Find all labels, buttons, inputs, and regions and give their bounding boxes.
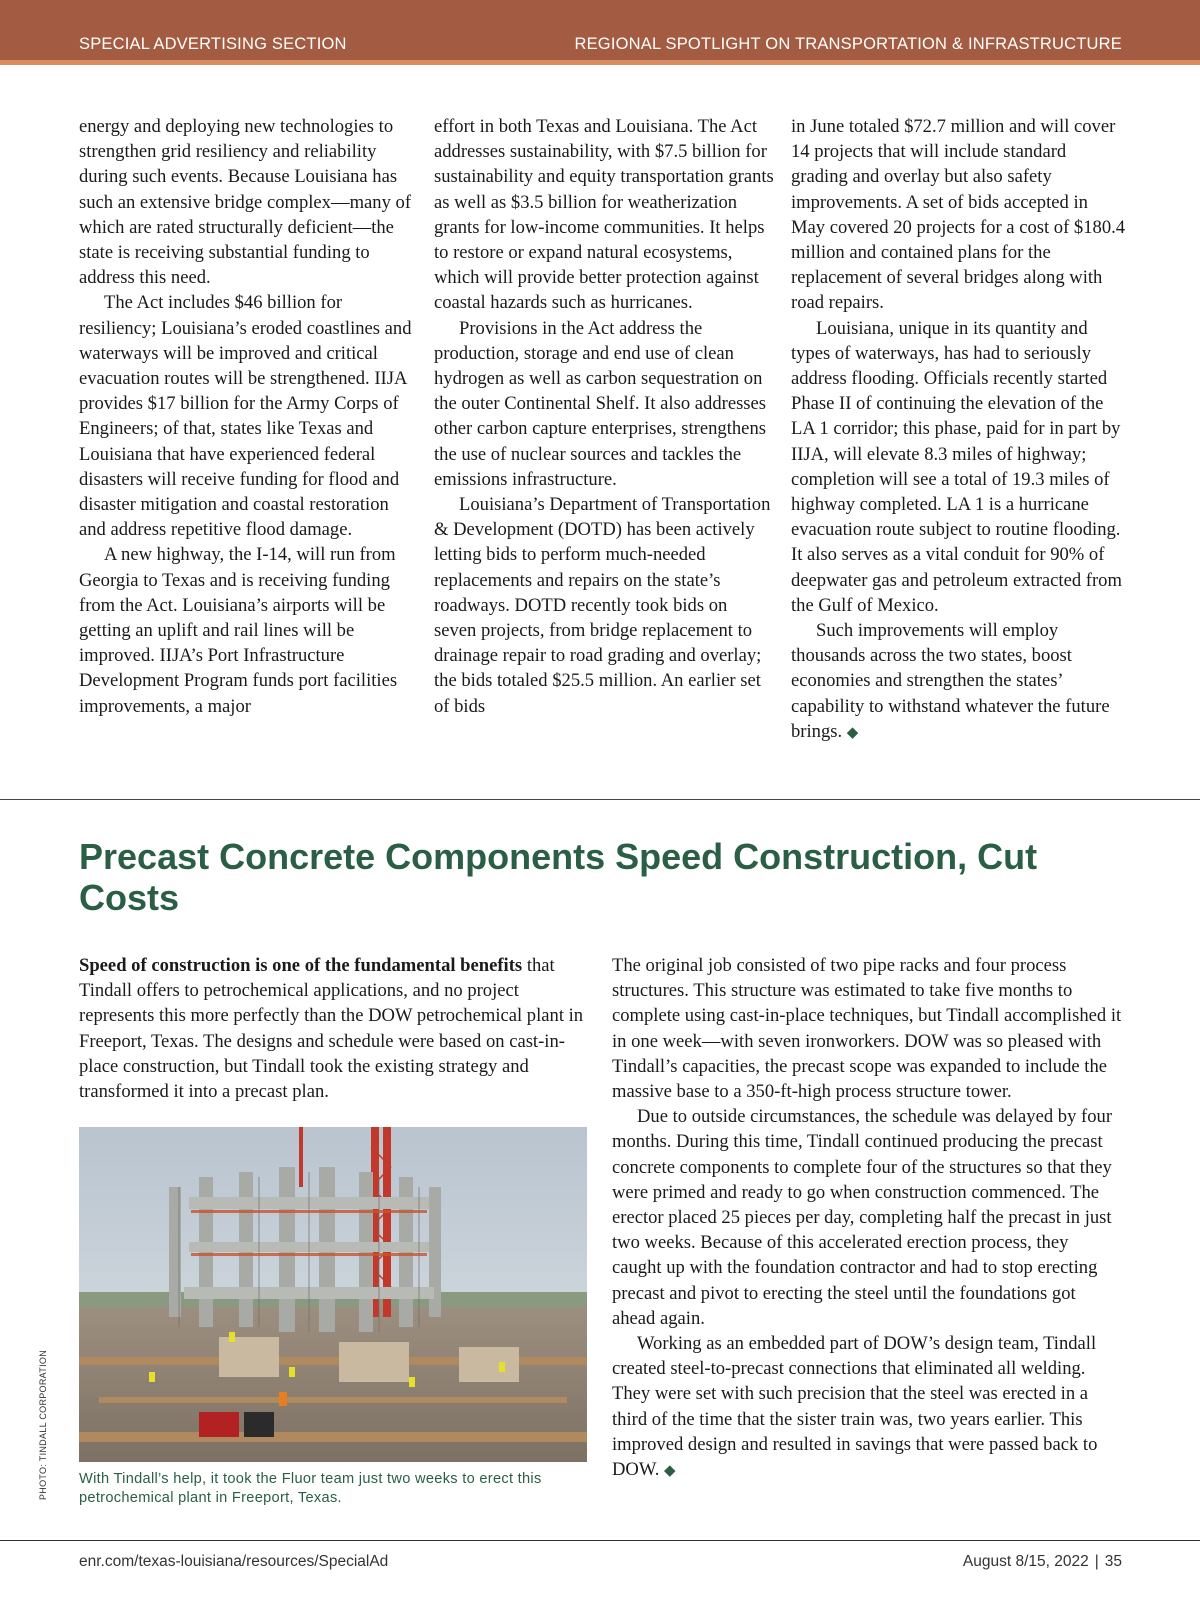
paragraph: Louisiana’s Department of Transportation & Development (DOTD) has been actively letting bids to perform much-needed replacements and repairs on the state’s roadways. DOTD recently took bids on seven projects, from bridge replacement to drainage repair to road grading and overlay; the bids totaled $25.5 million. An earlier set of bids <box>434 494 771 717</box>
photo-caption: With Tindall’s help, it took the Fluor team just two weeks to erect this petrochemical plant in Freeport, Texas. <box>79 1471 542 1506</box>
footer-separator: | <box>1094 1553 1099 1570</box>
section-label: SPECIAL ADVERTISING SECTION <box>79 35 347 53</box>
paragraph: energy and deploying new technologies to strengthen grid resiliency and reliability during such events. Because Louisiana has such an extensive bridge complex—many of which are rated structurally deficient—the state is receiving substantial funding to address this need. <box>79 116 412 289</box>
end-mark-icon: ◆ <box>664 1463 676 1480</box>
feature-column-right <box>612 953 1122 1484</box>
page-number: 35 <box>1104 1553 1122 1570</box>
construction-photo <box>79 1127 587 1462</box>
photo-credit: PHOTO: TINDALL CORPORATION <box>38 1350 48 1500</box>
paragraph: Louisiana, unique in its quantity and types of waterways, has had to seriously address flooding. Officials recently started Phase II of continuing the elevation of the LA 1 corridor; this phase, paid for in part by IIJA, will elevate 8.3 miles of highway; completion will see a total of 19.3 miles of highway completed. LA 1 is a hurricane evacuation route subject to routine flooding. It also serves as a vital conduit for 90% of deepwater gas and petroleum extracted from the Gulf of Mexico. <box>791 317 1122 616</box>
header-bar <box>0 0 1200 65</box>
lead-text: that Tindall offers to petrochemical applications, and no project represents this more perfectly than the DOW petrochemical plant in Freeport, Texas. The designs and schedule were based on cast-in-place construction, but Tindall took the existing strategy and transformed it into a precast plan. <box>79 955 584 1103</box>
section-divider <box>0 799 1200 800</box>
paragraph: effort in both Texas and Louisiana. The Act addresses sustainability, with $7.5 billion for sustainability and equity transportation grants as well as $3.5 billion for weatherization grants for low-income communities. It helps to restore or expand natural ecosystems, which will provide better protection against coastal hazards such as hurricanes. <box>434 116 774 314</box>
lead-bold: Speed of construction is one of the fundamental benefits <box>79 955 523 976</box>
paragraph-text: Working as an embedded part of DOW’s design team, Tindall created steel-to-precast connections that eliminated all welding. They were set with such precision that the steel was erected in a third of the time that the sister train was, two years earlier. This improved design and resulted in savings that were passed back to DOW. <box>612 1333 1098 1481</box>
top-article-column-1 <box>79 114 414 719</box>
paragraph: The Act includes $46 billion for resiliency; Louisiana’s eroded coastlines and waterways will be improved and critical evacuation routes will be strengthened. IIJA provides $17 billion for the Army Corps of Engineers; of that, states like Texas and Louisiana that have experienced federal disasters will receive funding for flood and disaster mitigation and coastal restoration and address repetitive flood damage. <box>79 292 412 541</box>
issue-date: August 8/15, 2022 <box>962 1553 1089 1570</box>
paragraph: A new highway, the I-14, will run from Georgia to Texas and is receiving funding from the Act. Louisiana’s airports will be getting an uplift and rail lines will be improved. IIJA’s Port Infrastructure Development Program funds port facilities improvements, a major <box>79 544 398 717</box>
footer-page-info <box>963 1553 1122 1571</box>
paragraph: The original job consisted of two pipe racks and four process structures. This structure was estimated to take five months to complete using cast-in-place techniques, but Tindall accomplished it in one week—with seven ironworkers. DOW was so pleased with Tindall’s capacities, the precast scope was expanded to include the massive base to a 350-ft-high process structure tower. <box>612 955 1122 1103</box>
paragraph-text: Such improvements will employ thousands across the two states, boost economies and strengthen the states’ capability to withstand whatever the future brings. <box>791 620 1110 742</box>
section-title: REGIONAL SPOTLIGHT ON TRANSPORTATION & INFRASTRUCTURE <box>574 35 1122 53</box>
paragraph <box>612 1331 1122 1484</box>
footer-url-link[interactable]: enr.com/texas-louisiana/resources/SpecialAd <box>79 1553 389 1570</box>
end-mark-icon: ◆ <box>846 724 859 741</box>
paragraph: Due to outside circumstances, the schedule was delayed by four months. During this time, Tindall continued producing the precast concrete components to complete four of the structures so that they were primed and ready to go when construction commenced. The erector placed 25 pieces per day, completing half the precast in just two weeks. Because of this accelerated erection process, they caught up with the foundation contractor and had to stop erecting precast and pivot to erecting the steel until the foundations got ahead again. <box>612 1106 1113 1329</box>
feature-headline: Precast Concrete Components Speed Construction, Cut Costs <box>79 836 1038 918</box>
paragraph: Provisions in the Act address the production, storage and end use of clean hydrogen as well as carbon sequestration on the outer Continental Shelf. It also addresses other carbon capture enterprises, strengthens the use of nuclear sources and tackles the emissions infrastructure. <box>434 317 767 490</box>
footer-rule <box>0 1540 1200 1541</box>
top-article-column-2 <box>434 114 774 719</box>
lead-paragraph <box>79 953 589 1104</box>
paragraph <box>791 618 1126 746</box>
feature-column-left <box>79 953 589 1104</box>
paragraph: in June totaled $72.7 million and will cover 14 projects that will include standard grading and overlay but also safety improvements. A set of bids accepted in May covered 20 projects for a cost of $180.4 million and contained plans for the replacement of several bridges along with road repairs. <box>791 116 1126 314</box>
top-article-column-3 <box>791 114 1126 746</box>
